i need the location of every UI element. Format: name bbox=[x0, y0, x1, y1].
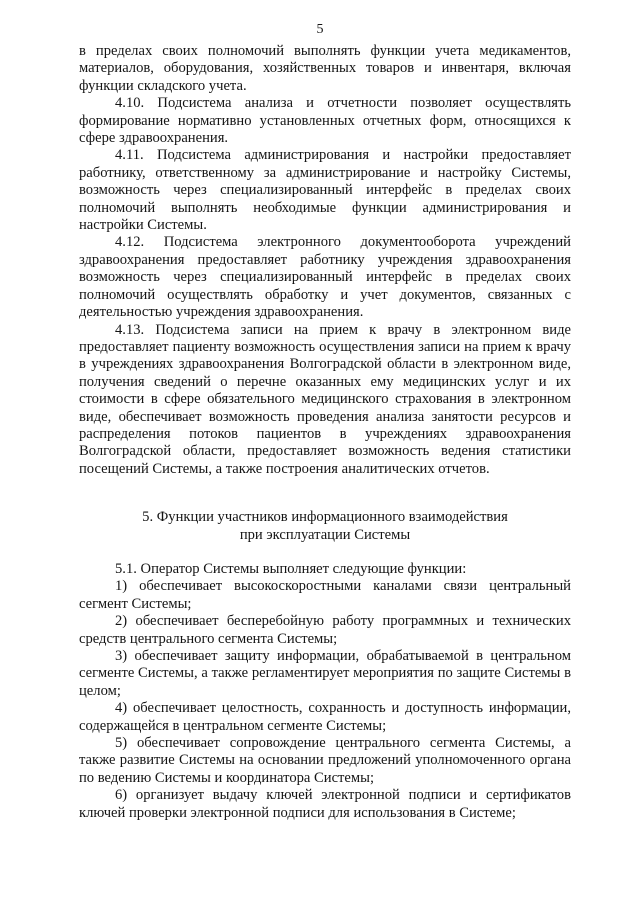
paragraph: 5.1. Оператор Системы выполняет следующие функции: bbox=[115, 560, 467, 577]
paragraph: 4.11. Подсистема администрирования и настройки предоставляет работнику, ответственному за администрирование и настройку Системы, возможность через специализированный интерфейс в пределах своих полномочий выполнять необходимые функции администрирования и настройки Системы. bbox=[79, 147, 571, 234]
paragraph: 3) обеспечивает защиту информации, обрабатываемой в центральном сегменте Системы, а также регламентирует мероприятия по защите Системы в целом; bbox=[79, 648, 571, 699]
paragraph: 6) организует выдачу ключей электронной подписи и сертификатов ключей проверки электронной подписи для использования в Системе; bbox=[79, 787, 571, 821]
document-body bbox=[79, 43, 571, 822]
section-heading bbox=[79, 509, 571, 544]
paragraph: 1) обеспечивает высокоскоростными каналами связи центральный сегмент Системы; bbox=[79, 578, 571, 612]
section-heading-line-2: при эксплуатации Системы bbox=[239, 526, 411, 543]
paragraph: 5) обеспечивает сопровождение центрального сегмента Системы, а также развитие Системы на основании предложений уполномоченного органа по ведению Системы и координатора Системы; bbox=[79, 735, 571, 786]
section-4-paragraphs bbox=[79, 43, 571, 478]
section-5-paragraphs bbox=[79, 561, 571, 822]
section-heading-line-1: 5. Функции участников информационного взаимодействия bbox=[142, 509, 508, 526]
paragraph: 4) обеспечивает целостность, сохранность и доступность информации, содержащейся в центральном сегменте Системы; bbox=[79, 700, 571, 734]
paragraph: 4.10. Подсистема анализа и отчетности позволяет осуществлять формирование нормативно установленных отчетных форм, относящихся к сфере здравоохранения. bbox=[79, 95, 571, 147]
paragraph: 4.12. Подсистема электронного документооборота учреждений здравоохранения предоставляет работнику учреждения здравоохранения возможность через специализированный интерфейс в пределах своих полномочий осуществлять обработку и учет документов, связанных с деятельностью учреждения здравоохранения. bbox=[79, 234, 571, 321]
paragraph: 2) обеспечивает бесперебойную работу программных и технических средств центрального сегмента Системы; bbox=[79, 613, 571, 647]
paragraph: 4.13. Подсистема записи на прием к врачу в электронном виде предоставляет пациенту возможность осуществления записи на прием к врачу в учреждениях здравоохранения Волгоградской области в электронном виде, получения сведений о перечне оказанных ему медицинских услуг и их стоимости в сфере обязательного медицинского страхования в электронном виде, обеспечивает возможность проведения анализа занятости ресурсов и распределения потоков пациентов в учреждениях здравоохранения Волгоградской области, предоставляет возможность ведения статистики посещений Системы, а также построения аналитических отчетов. bbox=[79, 321, 571, 477]
page-number: 5 bbox=[316, 22, 324, 37]
paragraph: в пределах своих полномочий выполнять функции учета медикаментов, материалов, оборудования, хозяйственных товаров и инвентаря, включая функции складского учета. bbox=[79, 43, 571, 94]
